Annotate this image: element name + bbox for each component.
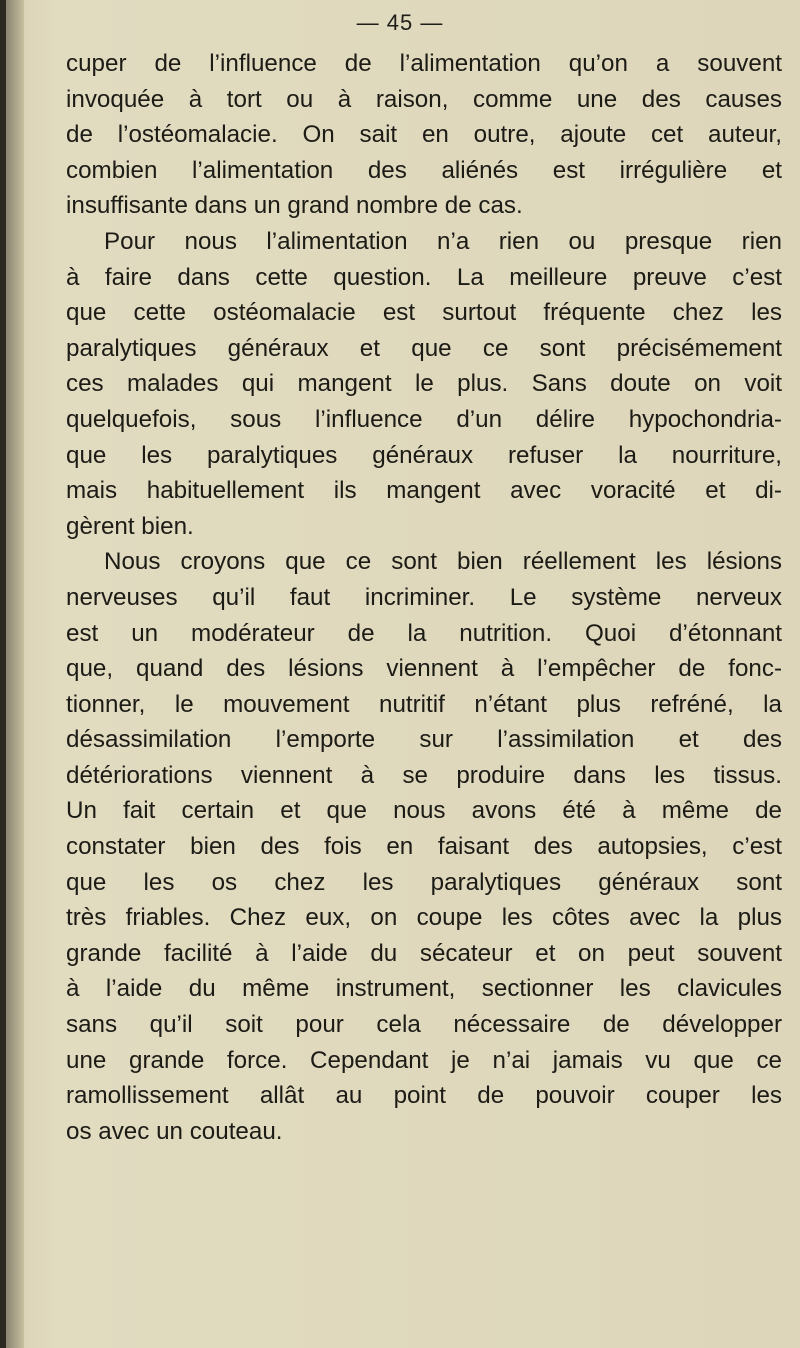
text-line: à faire dans cette question. La meilleure preuve c’est — [66, 263, 782, 291]
text-line: à l’aide du même instrument, sectionner les clavicules — [66, 975, 782, 1003]
text-line: insuffisante dans un grand nombre de cas. — [66, 192, 523, 220]
body-text — [66, 46, 782, 1149]
text-line: Nous croyons que ce sont bien réellement les lésions — [104, 548, 782, 576]
text-line: combien l’alimentation des aliénés est irrégulière et — [66, 156, 782, 184]
text-line: mais habituellement ils mangent avec voracité et di- — [66, 477, 782, 505]
text-line: constater bien des fois en faisant des autopsies, c’est — [66, 833, 782, 861]
page-number: — 45 — — [356, 10, 444, 35]
text-line: Pour nous l’alimentation n’a rien ou presque rien — [104, 227, 782, 255]
text-line: une grande force. Cependant je n’ai jamais vu que ce — [66, 1046, 782, 1074]
text-line: gèrent bien. — [66, 512, 194, 540]
text-line: est un modérateur de la nutrition. Quoi d’étonnant — [66, 619, 782, 647]
text-line: ramollissement allât au point de pouvoir couper les — [66, 1082, 782, 1110]
text-line: que les os chez les paralytiques généraux sont — [66, 868, 782, 896]
text-line: que, quand des lésions viennent à l’empêcher de fonc- — [66, 655, 782, 683]
text-line: que cette ostéomalacie est surtout fréquente chez les — [66, 299, 782, 327]
text-line: tionner, le mouvement nutritif n’étant plus refréné, la — [66, 690, 782, 718]
text-line: os avec un couteau. — [66, 1117, 283, 1145]
page-gutter-shadow — [6, 0, 24, 1348]
text-line: invoquée à tort ou à raison, comme une des causes — [66, 85, 782, 113]
text-line: paralytiques généraux et que ce sont précisémement — [66, 334, 782, 362]
text-line: ces malades qui mangent le plus. Sans doute on voit — [66, 370, 782, 398]
text-line: grande facilité à l’aide du sécateur et on peut souvent — [66, 939, 782, 967]
text-line: de l’ostéomalacie. On sait en outre, ajoute cet auteur, — [66, 121, 782, 149]
text-line: quelquefois, sous l’influence d’un délire hypochondria- — [66, 405, 782, 433]
text-line: sans qu’il soit pour cela nécessaire de développer — [66, 1011, 782, 1039]
text-line: très friables. Chez eux, on coupe les côtes avec la plus — [66, 904, 782, 932]
text-line: détériorations viennent à se produire dans les tissus. — [66, 761, 782, 789]
text-line: désassimilation l’emporte sur l’assimilation et des — [66, 726, 782, 754]
text-line: nerveuses qu’il faut incriminer. Le système nerveux — [66, 583, 782, 611]
text-line: que les paralytiques généraux refuser la nourriture, — [66, 441, 782, 469]
text-line: cuper de l’influence de l’alimentation qu’on a souvent — [66, 50, 782, 77]
text-line: Un fait certain et que nous avons été à même de — [66, 797, 782, 825]
